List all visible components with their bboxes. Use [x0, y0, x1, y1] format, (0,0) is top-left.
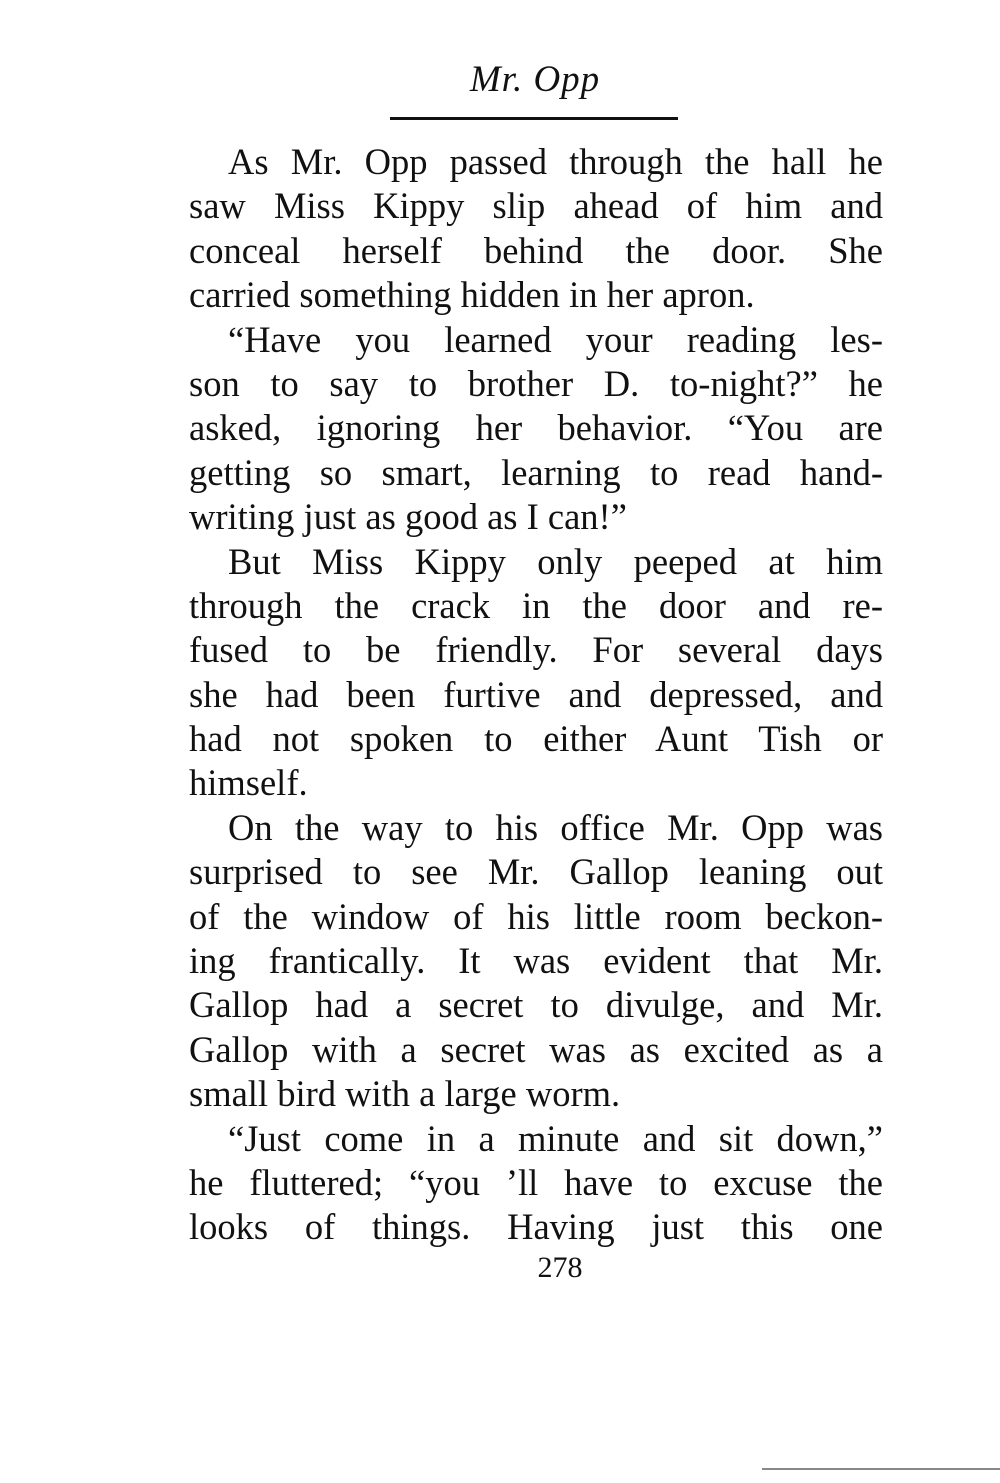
- text-line: getting so smart, learning to read hand-: [189, 451, 883, 493]
- text-line: Gallop had a secret to divulge, and Mr.: [189, 984, 883, 1026]
- body-text: [189, 140, 883, 1250]
- text-line: conceal herself behind the door. She: [189, 229, 883, 271]
- text-line: through the crack in the door and re-: [189, 584, 883, 626]
- text-line: he fluttered; “you ’ll have to excuse the: [189, 1161, 883, 1203]
- text-line: small bird with a large worm.: [189, 1073, 621, 1115]
- text-line: of the window of his little room beckon-: [189, 895, 883, 937]
- bottom-rule: [762, 1468, 1000, 1470]
- text-line: ing frantically. It was evident that Mr.: [189, 940, 883, 982]
- text-line: looks of things. Having just this one: [189, 1206, 883, 1248]
- text-line: On the way to his office Mr. Opp was: [228, 806, 883, 848]
- text-line: had not spoken to either Aunt Tish or: [189, 718, 883, 760]
- text-line: fused to be friendly. For several days: [189, 629, 883, 671]
- running-head: Mr. Opp: [469, 59, 601, 100]
- text-line: “Have you learned your reading les-: [228, 318, 883, 360]
- text-line: “Just come in a minute and sit down,”: [228, 1117, 883, 1159]
- text-line: son to say to brother D. to-night?” he: [189, 362, 883, 404]
- text-line: himself.: [189, 762, 308, 804]
- text-line: writing just as good as I can!”: [189, 496, 627, 538]
- text-line: she had been furtive and depressed, and: [189, 673, 883, 715]
- text-line: As Mr. Opp passed through the hall he: [228, 141, 883, 182]
- header-rule: [390, 117, 678, 120]
- text-line: But Miss Kippy only peeped at him: [228, 540, 883, 582]
- text-line: surprised to see Mr. Gallop leaning out: [189, 851, 883, 893]
- text-line: carried something hidden in her apron.: [189, 274, 755, 316]
- text-line: Gallop with a secret was as excited as a: [189, 1028, 883, 1070]
- page-header: [0, 58, 1000, 101]
- text-line: asked, ignoring her behavior. “You are: [189, 407, 883, 449]
- text-line: saw Miss Kippy slip ahead of him and: [189, 185, 883, 227]
- page-number: 278: [537, 1251, 583, 1284]
